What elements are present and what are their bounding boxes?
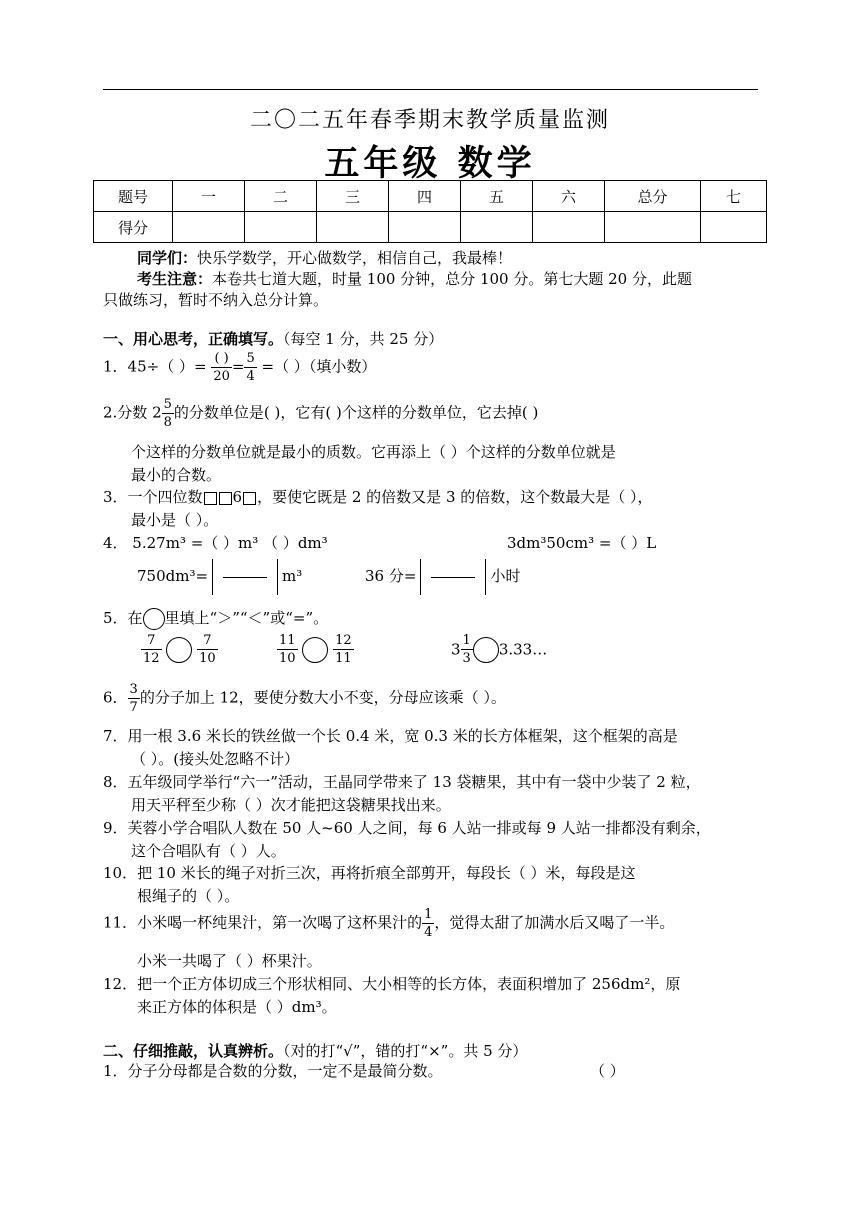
cell-part3: 三: [317, 181, 389, 212]
question-2-line2: 个这样的分数单位就是最小的质数。它再添上（ ）个这样的分数单位就是: [131, 443, 616, 461]
q1-fraction-2: $\frac{5}{4}$: [246, 351, 255, 384]
score-cell[interactable]: [533, 212, 605, 243]
question-4-b: 3dm³50cm³ =（ ）L: [507, 534, 657, 552]
score-cell[interactable]: [173, 212, 245, 243]
fraction-answer-box[interactable]: [420, 559, 486, 595]
notice-line2: 只做练习，暂时不纳入总分计算。: [103, 291, 329, 309]
section1-note: （每空 1 分，共 25 分）: [283, 330, 444, 348]
section1-title: 一、用心思考，正确填写。: [103, 330, 284, 348]
q5-pair-3: 3 $\frac{1}{3}$ 3.33…: [451, 633, 548, 666]
blank-square-icon: [204, 492, 217, 505]
question-4-d: 36 分= 小时: [365, 559, 520, 595]
question-12-line2: 来正方体的体积是（ ）dm³。: [137, 998, 337, 1016]
q5-pair-1: $\frac{7}{12}$ $\frac{7}{10}$: [143, 633, 216, 666]
greeting-text: 快乐学数学，开心做数学，相信自己，我最棒！: [197, 249, 513, 267]
question-8-line2: 用天平秤至少称（ ）次才能把这袋糖果找出来。: [131, 796, 451, 814]
q1-text-b: =（ ）（填小数）: [261, 357, 377, 376]
question-4: 4． 5.27m³ =（ ）m³ （ ）dm³: [103, 534, 328, 552]
cell-part1: 一: [173, 181, 245, 212]
cell-part2: 二: [245, 181, 317, 212]
question-7-line2: （ ）。(接头处忽略不计）: [131, 750, 300, 768]
compare-circle[interactable]: [166, 637, 192, 663]
question-12-line1: 12．把一个正方体切成三个形状相同、大小相等的长方体，表面积增加了 256dm²，原: [103, 975, 681, 993]
notice-label: 考生注意：: [137, 270, 213, 288]
q1-text-a: 1．45÷（ ）=: [103, 357, 207, 376]
blank-square-icon: [243, 492, 256, 505]
greeting: [137, 247, 512, 268]
top-rule: [103, 89, 758, 90]
fraction-answer-box[interactable]: [212, 559, 278, 595]
question-9-line1: 9．芙蓉小学合唱队人数在 50 人~60 人之间，每 6 人站一排或每 9 人站一排都没有剩余，: [103, 819, 711, 837]
question-2: 2.分数 2 $\frac{5}{8}$ 的分数单位是( )，它有( )个这样的分数单位，它去掉( ): [103, 397, 539, 430]
circle-icon: [143, 608, 165, 630]
compare-circle[interactable]: [473, 637, 499, 663]
cell-part6: 六: [533, 181, 605, 212]
section2-heading: [103, 1040, 527, 1061]
cell-part4: 四: [389, 181, 461, 212]
question-3: 3．一个四位数 6 ，要使它既是 2 的倍数又是 3 的倍数，这个数最大是（ ），: [103, 488, 653, 506]
q1-fraction-1: $\frac{( )}{20}$: [213, 351, 230, 384]
notice-text: 本卷共七道大题，时量 100 分钟，总分 100 分。第七大题 20 分，此题: [212, 270, 692, 288]
question-3-line2: 最小是（ ）。: [131, 511, 219, 529]
question-9-line2: 这个合唱队有（ ）人。: [131, 842, 286, 860]
question-8-line1: 8．五年级同学举行“六一”活动，王晶同学带来了 13 袋糖果，其中有一袋中少装了 2 粒，: [103, 773, 701, 791]
exam-subtitle: 二〇二五年春季期末教学质量监测: [249, 108, 610, 133]
question-1: 1．45÷（ ）= $\frac{( )}{20}$ = $\frac{5}{4}$ =（ ）（填小数）: [103, 351, 377, 384]
score-cell[interactable]: [389, 212, 461, 243]
question-11-line2: 小米一共喝了（ ）杯果汁。: [137, 952, 322, 970]
compare-circle[interactable]: [302, 637, 328, 663]
cell-part7: 七: [701, 181, 767, 212]
section2-title: 二、仔细推敲，认真辨析。: [103, 1042, 284, 1060]
question-10-line1: 10．把 10 米长的绳子对折三次，再将折痕全部剪开，每段长（ ）米，每段是这: [103, 864, 636, 882]
question-10-line2: 根绳子的（ ）。: [137, 887, 240, 905]
cell-score-label: 得分: [94, 212, 173, 243]
greeting-label: 同学们：: [137, 249, 198, 267]
blank-square-icon: [219, 492, 232, 505]
question-2-line3: 最小的合数。: [131, 466, 222, 484]
score-table: [93, 180, 767, 243]
question-7-line1: 7．用一根 3.6 米长的铁丝做一个长 0.4 米，宽 0.3 米的长方体框架，这个框架的高是: [103, 727, 678, 745]
question-4-c: 750dm³= m³: [137, 559, 302, 595]
exam-title: 五年级 数学: [324, 143, 536, 184]
judge-answer-paren[interactable]: （ ）: [590, 1062, 625, 1080]
score-cell[interactable]: [317, 212, 389, 243]
question-11: 11．小米喝一杯纯果汁，第一次喝了这杯果汁的 $\frac{1}{4}$ ，觉得太甜了加满水后又喝了一半。: [103, 907, 675, 940]
notice-line1: [137, 268, 692, 289]
question-5: 5．在 里填上“＞”“＜”或“=”。: [103, 607, 328, 630]
section2-note: （对的打“√”，错的打“×”。共 5 分）: [283, 1042, 528, 1060]
q2-fraction: $\frac{5}{8}$: [163, 397, 172, 430]
score-cell[interactable]: [245, 212, 317, 243]
score-table-score-row: [94, 212, 767, 243]
score-table-header-row: [94, 181, 767, 212]
question-6: 6． $\frac{3}{7}$ 的分子加上 12，要使分数大小不变，分母应该乘（ ）。: [103, 682, 506, 715]
section1-heading: [103, 328, 443, 349]
cell-part5: 五: [461, 181, 533, 212]
cell-total: 总分: [605, 181, 701, 212]
score-cell[interactable]: [701, 212, 767, 243]
section2-question-1: 1．分子分母都是合数的分数，一定不是最简分数。: [103, 1062, 443, 1080]
q5-pair-2: $\frac{11}{10}$ $\frac{12}{11}$: [279, 633, 352, 666]
score-cell[interactable]: [605, 212, 701, 243]
score-cell[interactable]: [461, 212, 533, 243]
cell-label: 题号: [94, 181, 173, 212]
